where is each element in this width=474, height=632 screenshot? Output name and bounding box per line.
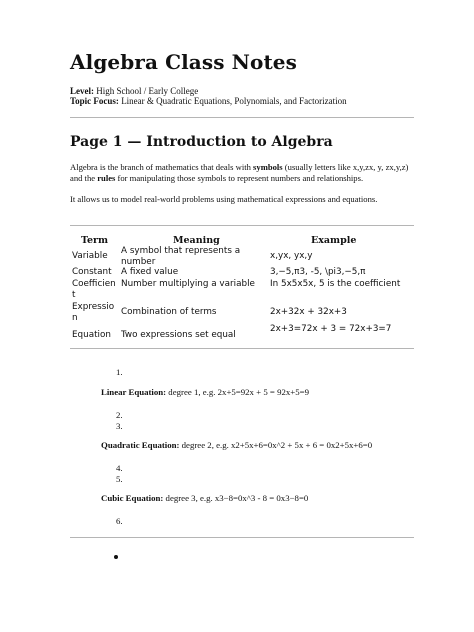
bullet-icon [114,555,118,559]
meta-topic-value: Linear & Quadratic Equations, Polynomials, and Factorization [121,96,347,106]
definition-cubic [101,493,308,503]
definition-linear-label: Linear Equation: [101,387,167,397]
table-cell-example: 2x+3=72x + 3 = 72x+3=7 [270,324,392,334]
list-number: 6. [116,516,123,526]
table-header-term: Term [81,235,109,246]
intro-bold-rules: rules [97,172,116,183]
definition-linear [101,387,309,397]
table-cell-term: Equation [72,330,111,340]
list-number: 2. [116,410,123,420]
divider [70,117,414,118]
table-cell-meaning: A symbol that represents a number [121,246,241,267]
divider [70,537,414,538]
page-title: Algebra Class Notes [70,50,297,74]
list-number: 3. [116,421,123,431]
intro-text-1: Algebra is the branch of mathematics that deals with [70,162,254,172]
table-cell-term: Constant [72,267,112,277]
meta-level-label: Level: [70,86,94,96]
divider [70,348,414,349]
table-cell-meaning: Combination of terms [121,307,217,317]
list-number: 4. [116,463,123,473]
intro-text-3: for manipulating those symbols to represent numbers and relationships. [115,172,364,183]
meta-topic-label: Topic Focus: [70,96,119,106]
intro-text-2: (usually letters like x,y,zx, y, zx,y,z) and the [70,162,409,183]
definition-quadratic-label: Quadratic Equation: [101,440,180,450]
definition-cubic-label: Cubic Equation: [101,493,164,503]
intro-paragraph-2: It allows us to model real-world problems using mathematical expressions and equations. [70,194,378,204]
definition-linear-text: degree 1, e.g. 2x+5=92x + 5 = 92x+5=9 [166,387,309,397]
table-cell-term: Coefficient [72,279,116,300]
table-cell-example: 2x+32x + 32x+3 [270,307,347,317]
section-title: Page 1 — Introduction to Algebra [70,134,333,150]
table-cell-example: In 5x5x5x, 5 is the coefficient [270,279,401,289]
intro-paragraph-1 [70,162,414,183]
table-cell-meaning: A fixed value [121,267,179,277]
meta-level-value: High School / Early College [96,86,199,96]
meta-topic [70,96,347,107]
table-cell-term: Expression [72,302,115,323]
definition-cubic-text: degree 3, e.g. x3−8=0x^3 - 8 = 0x3−8=0 [163,493,309,503]
table-cell-meaning: Two expressions set equal [121,330,236,340]
table-cell-example: x,yx, yx,y [270,251,313,261]
table-header-example: Example [311,235,357,246]
list-number: 1. [116,367,123,377]
table-cell-meaning: Number multiplying a variable [121,279,255,289]
definition-quadratic [101,440,372,450]
divider [70,225,414,226]
table-cell-example: 3,−5,π3, -5, \pi3,−5,π [270,267,366,277]
table-cell-term: Variable [72,251,108,261]
intro-bold-symbols: symbols [253,162,283,172]
list-number: 5. [116,474,123,484]
table-header-meaning: Meaning [173,235,220,246]
definition-quadratic-text: degree 2, e.g. x2+5x+6=0x^2 + 5x + 6 = 0x2+5x+6=0 [179,440,373,450]
